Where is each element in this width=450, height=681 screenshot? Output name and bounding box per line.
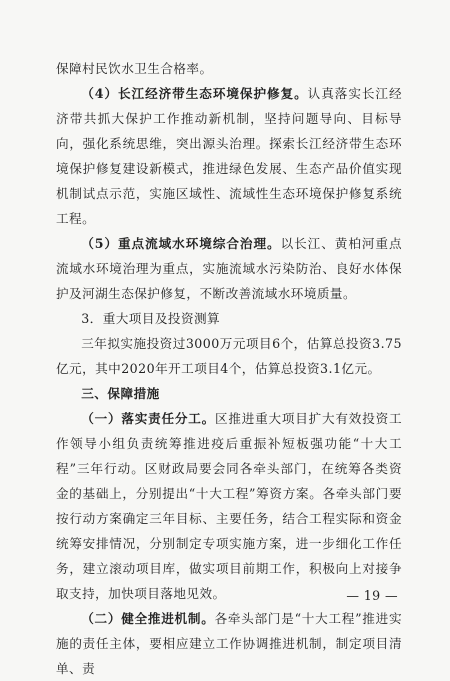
item-heading: （二）健全推进机制。: [81, 611, 215, 626]
paragraph: [56, 81, 402, 231]
paragraph: [56, 606, 402, 681]
paragraph: 保障村民饮水卫生合格率。: [56, 61, 213, 76]
section-heading: 三、保障措施: [81, 386, 160, 401]
paragraph: [56, 406, 402, 606]
page-number: — 19 —: [346, 588, 398, 603]
item-heading: （一）落实责任分工。: [81, 411, 215, 426]
item-heading: （4）长江经济带生态环境保护修复。: [81, 86, 308, 101]
item-body: 认真落实长江经济带共抓大保护工作推动新机制，坚持问题导向、目标导向，强化系统思维，突出源头治理。探索长江经济带生态环境保护修复建设新模式，推进绿色发展、生态产品价值实现机制试点示范，实施区域性、流域性生态环境保护修复系统工程。: [56, 86, 402, 226]
subsection-heading: 3．重大项目及投资测算: [81, 311, 221, 326]
paragraph: 三年拟实施投资过3000万元项目6个，估算总投资3.75亿元，其中2020年开工项目4个，估算总投资3.1亿元。: [56, 336, 402, 376]
item-body: 以长江、黄柏河重点流域水环境治理为重点，实施流域水污染防治、良好水体保护及河湖生态保护修复，不断改善流域水环境质量。: [56, 236, 402, 301]
item-heading: （5）重点流域水环境综合治理。: [81, 236, 281, 251]
paragraph: [56, 231, 402, 306]
item-body: 区推进重大项目扩大有效投资工作领导小组负责统筹推进疫后重振补短板强功能“十大工程”三年行动。区财政局要会同各牵头部门，在统筹各类资金的基础上，分别提出“十大工程”筹资方案。各牵头部门要按行动方案确定三年目标、主要任务，结合工程实际和资金统筹安排情况，分别制定专项实施方案，进一步细化工作任务，建立滚动项目库，做实项目前期工作，积极向上对接争取支持，加快项目落地见效。: [56, 411, 402, 601]
item-body: 各牵头部门是“十大工程”推进实施的责任主体，要相应建立工作协调推进机制，制定项目清单、责: [56, 611, 403, 676]
